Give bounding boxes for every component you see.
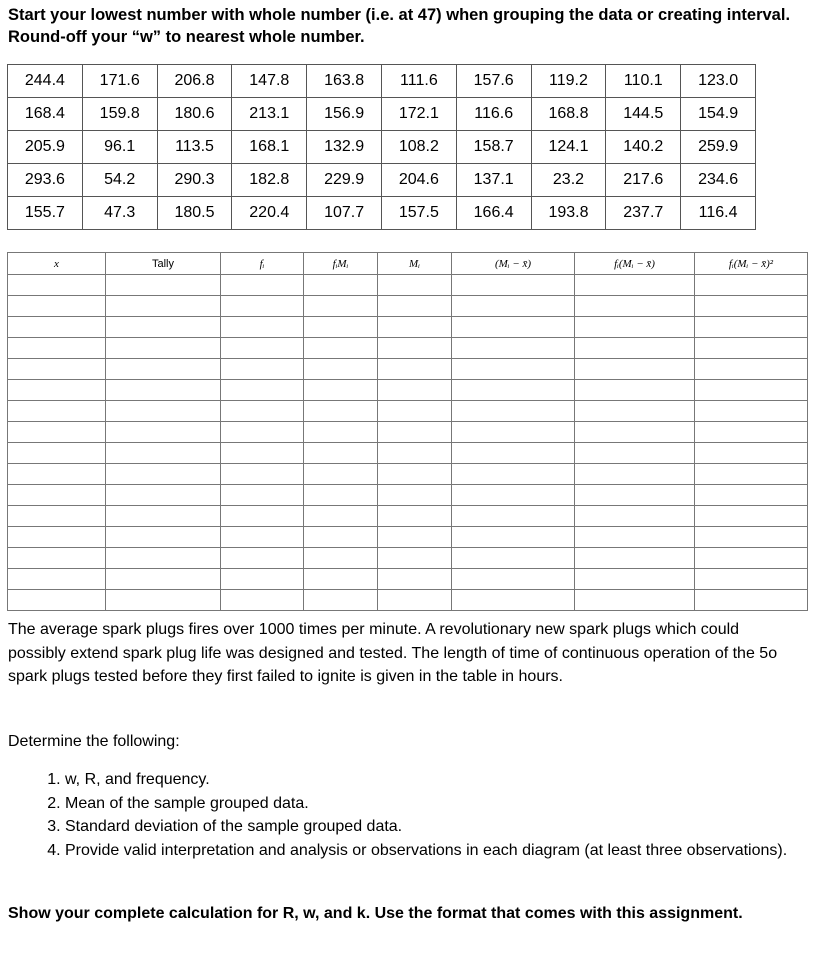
blank-cell[interactable]: [695, 569, 808, 590]
blank-cell[interactable]: [378, 485, 452, 506]
blank-cell[interactable]: [221, 527, 304, 548]
blank-cell[interactable]: [106, 464, 221, 485]
table-row: [8, 359, 808, 380]
data-cell: 168.8: [531, 98, 606, 131]
data-cell: 157.6: [456, 65, 531, 98]
blank-cell[interactable]: [378, 590, 452, 611]
blank-cell[interactable]: [8, 296, 106, 317]
table-row: [8, 317, 808, 338]
data-row: [8, 98, 756, 131]
blank-cell[interactable]: [221, 296, 304, 317]
column-header: x: [8, 253, 106, 275]
blank-cell[interactable]: [452, 275, 575, 296]
blank-cell[interactable]: [575, 401, 695, 422]
data-cell: 259.9: [681, 131, 756, 164]
blank-cell[interactable]: [452, 590, 575, 611]
blank-cell[interactable]: [8, 275, 106, 296]
blank-cell[interactable]: [575, 338, 695, 359]
blank-cell[interactable]: [221, 485, 304, 506]
blank-cell[interactable]: [695, 380, 808, 401]
final-instruction: Show your complete calculation for R, w, and k. Use the format that comes with this assignment.: [8, 905, 743, 922]
blank-cell[interactable]: [378, 317, 452, 338]
blank-cell[interactable]: [106, 485, 221, 506]
data-row: [8, 131, 756, 164]
blank-cell[interactable]: [452, 548, 575, 569]
blank-cell[interactable]: [8, 548, 106, 569]
table-row: [8, 590, 808, 611]
blank-cell[interactable]: [221, 506, 304, 527]
problem-statement: The average spark plugs fires over 1000 times per minute. A revolutionary new spark plugs which could possibly extend spark plug life was designed and tested. The length of time of continuous operation of the 5o spark plugs tested before they first failed to ignite is given in the table in hours.: [8, 621, 778, 685]
blank-cell[interactable]: [378, 464, 452, 485]
blank-cell[interactable]: [106, 296, 221, 317]
data-cell: 111.6: [381, 65, 456, 98]
blank-cell[interactable]: [304, 485, 378, 506]
table-row: [8, 464, 808, 485]
table-row: [8, 275, 808, 296]
blank-cell[interactable]: [695, 590, 808, 611]
blank-cell[interactable]: [304, 527, 378, 548]
table-row: [8, 401, 808, 422]
data-cell: 147.8: [232, 65, 307, 98]
blank-cell[interactable]: [452, 527, 575, 548]
data-cell: 180.5: [157, 197, 232, 230]
blank-cell[interactable]: [106, 380, 221, 401]
blank-cell[interactable]: [304, 359, 378, 380]
blank-cell[interactable]: [304, 317, 378, 338]
blank-cell[interactable]: [8, 359, 106, 380]
blank-cell[interactable]: [452, 317, 575, 338]
data-cell: 113.5: [157, 131, 232, 164]
blank-cell[interactable]: [695, 464, 808, 485]
blank-cell[interactable]: [8, 317, 106, 338]
determine-label: Determine the following:: [8, 733, 180, 750]
table-row: [8, 506, 808, 527]
blank-cell[interactable]: [575, 359, 695, 380]
blank-cell[interactable]: [378, 443, 452, 464]
column-header: (Mᵢ − x̄): [452, 253, 575, 275]
blank-cell[interactable]: [304, 380, 378, 401]
data-cell: 229.9: [307, 164, 382, 197]
data-cell: 108.2: [381, 131, 456, 164]
blank-cell[interactable]: [106, 401, 221, 422]
data-cell: 47.3: [82, 197, 157, 230]
blank-cell[interactable]: [221, 590, 304, 611]
blank-cell[interactable]: [575, 443, 695, 464]
data-cell: 206.8: [157, 65, 232, 98]
blank-cell[interactable]: [304, 338, 378, 359]
blank-cell[interactable]: [575, 317, 695, 338]
blank-cell[interactable]: [304, 506, 378, 527]
data-cell: 293.6: [8, 164, 83, 197]
blank-cell[interactable]: [452, 380, 575, 401]
data-cell: 290.3: [157, 164, 232, 197]
spark-plug-data-table: [7, 64, 756, 230]
blank-cell[interactable]: [695, 296, 808, 317]
data-cell: 172.1: [381, 98, 456, 131]
table-row: [8, 422, 808, 443]
blank-cell[interactable]: [8, 443, 106, 464]
data-cell: 204.6: [381, 164, 456, 197]
blank-cell[interactable]: [8, 422, 106, 443]
column-header: fᵢ(Mᵢ − x̄): [575, 253, 695, 275]
blank-cell[interactable]: [8, 464, 106, 485]
blank-cell[interactable]: [452, 401, 575, 422]
blank-cell[interactable]: [221, 317, 304, 338]
table-row: [8, 527, 808, 548]
blank-cell[interactable]: [575, 485, 695, 506]
blank-cell[interactable]: [695, 548, 808, 569]
blank-cell[interactable]: [378, 527, 452, 548]
data-cell: 124.1: [531, 131, 606, 164]
blank-cell[interactable]: [378, 380, 452, 401]
data-cell: 234.6: [681, 164, 756, 197]
blank-cell[interactable]: [304, 422, 378, 443]
blank-cell[interactable]: [304, 443, 378, 464]
blank-cell[interactable]: [106, 548, 221, 569]
blank-cell[interactable]: [452, 338, 575, 359]
data-cell: 168.1: [232, 131, 307, 164]
blank-cell[interactable]: [695, 422, 808, 443]
blank-cell[interactable]: [304, 464, 378, 485]
blank-cell[interactable]: [221, 275, 304, 296]
data-cell: 110.1: [606, 65, 681, 98]
data-cell: 205.9: [8, 131, 83, 164]
blank-cell[interactable]: [575, 422, 695, 443]
blank-cell[interactable]: [695, 338, 808, 359]
data-cell: 217.6: [606, 164, 681, 197]
column-header: Tally: [106, 253, 221, 275]
data-cell: 119.2: [531, 65, 606, 98]
data-cell: 96.1: [82, 131, 157, 164]
data-cell: 23.2: [531, 164, 606, 197]
blank-cell[interactable]: [221, 569, 304, 590]
blank-cell[interactable]: [378, 401, 452, 422]
data-cell: 237.7: [606, 197, 681, 230]
blank-cell[interactable]: [452, 485, 575, 506]
data-cell: 193.8: [531, 197, 606, 230]
data-cell: 140.2: [606, 131, 681, 164]
data-cell: 116.6: [456, 98, 531, 131]
task-item: 2. Mean of the sample grouped data.: [65, 792, 825, 816]
blank-cell[interactable]: [106, 275, 221, 296]
blank-cell[interactable]: [304, 275, 378, 296]
blank-cell[interactable]: [378, 275, 452, 296]
blank-cell[interactable]: [575, 506, 695, 527]
column-header: Mᵢ: [378, 253, 452, 275]
blank-cell[interactable]: [106, 569, 221, 590]
blank-cell[interactable]: [695, 506, 808, 527]
data-cell: 132.9: [307, 131, 382, 164]
blank-cell[interactable]: [304, 401, 378, 422]
blank-cell[interactable]: [221, 464, 304, 485]
blank-cell[interactable]: [378, 506, 452, 527]
blank-cell[interactable]: [378, 338, 452, 359]
blank-cell[interactable]: [575, 590, 695, 611]
table-row: [8, 569, 808, 590]
data-cell: 123.0: [681, 65, 756, 98]
blank-cell[interactable]: [304, 590, 378, 611]
data-cell: 157.5: [381, 197, 456, 230]
instruction-heading: Start your lowest number with whole number (i.e. at 47) when grouping the data or creating interval. Round-off your “w” to nearest whole number.: [8, 6, 791, 46]
blank-cell[interactable]: [695, 359, 808, 380]
blank-cell[interactable]: [8, 590, 106, 611]
blank-cell[interactable]: [8, 401, 106, 422]
task-item: 1. w, R, and frequency.: [65, 768, 825, 792]
blank-cell[interactable]: [221, 380, 304, 401]
blank-cell[interactable]: [106, 422, 221, 443]
data-cell: 220.4: [232, 197, 307, 230]
table-row: [8, 548, 808, 569]
blank-cell[interactable]: [452, 464, 575, 485]
blank-cell[interactable]: [695, 275, 808, 296]
blank-cell[interactable]: [221, 548, 304, 569]
blank-cell[interactable]: [304, 569, 378, 590]
blank-cell[interactable]: [575, 548, 695, 569]
blank-cell[interactable]: [575, 464, 695, 485]
data-cell: 154.9: [681, 98, 756, 131]
column-header: fᵢ: [221, 253, 304, 275]
blank-cell[interactable]: [221, 401, 304, 422]
blank-cell[interactable]: [575, 569, 695, 590]
table-row: [8, 380, 808, 401]
blank-cell[interactable]: [378, 296, 452, 317]
blank-cell[interactable]: [221, 422, 304, 443]
blank-cell[interactable]: [106, 590, 221, 611]
data-cell: 156.9: [307, 98, 382, 131]
data-cell: 166.4: [456, 197, 531, 230]
blank-cell[interactable]: [452, 296, 575, 317]
table-row: [8, 338, 808, 359]
data-cell: 155.7: [8, 197, 83, 230]
data-cell: 158.7: [456, 131, 531, 164]
data-cell: 107.7: [307, 197, 382, 230]
blank-cell[interactable]: [221, 338, 304, 359]
blank-cell[interactable]: [695, 485, 808, 506]
data-cell: 144.5: [606, 98, 681, 131]
blank-cell[interactable]: [378, 422, 452, 443]
data-cell: 116.4: [681, 197, 756, 230]
blank-cell[interactable]: [378, 548, 452, 569]
blank-cell[interactable]: [221, 359, 304, 380]
column-header: fᵢMᵢ: [304, 253, 378, 275]
table-row: [8, 443, 808, 464]
blank-cell[interactable]: [304, 548, 378, 569]
table-row: [8, 485, 808, 506]
blank-cell[interactable]: [378, 359, 452, 380]
blank-cell[interactable]: [8, 527, 106, 548]
blank-cell[interactable]: [695, 443, 808, 464]
blank-cell[interactable]: [452, 569, 575, 590]
blank-cell[interactable]: [8, 506, 106, 527]
task-item: 4. Provide valid interpretation and analysis or observations in each diagram (at least three observations).: [65, 839, 825, 863]
blank-cell[interactable]: [8, 569, 106, 590]
blank-cell[interactable]: [8, 338, 106, 359]
blank-cell[interactable]: [106, 338, 221, 359]
data-cell: 171.6: [82, 65, 157, 98]
blank-cell[interactable]: [106, 527, 221, 548]
data-cell: 163.8: [307, 65, 382, 98]
blank-cell[interactable]: [106, 506, 221, 527]
blank-cell[interactable]: [106, 443, 221, 464]
data-row: [8, 164, 756, 197]
data-cell: 244.4: [8, 65, 83, 98]
blank-cell[interactable]: [378, 569, 452, 590]
blank-cell[interactable]: [452, 422, 575, 443]
data-row: [8, 65, 756, 98]
blank-cell[interactable]: [221, 443, 304, 464]
data-cell: 180.6: [157, 98, 232, 131]
blank-cell[interactable]: [8, 380, 106, 401]
blank-cell[interactable]: [695, 317, 808, 338]
blank-cell[interactable]: [8, 485, 106, 506]
blank-cell[interactable]: [575, 275, 695, 296]
blank-cell[interactable]: [575, 380, 695, 401]
column-header: fᵢ(Mᵢ − x̄)²: [695, 253, 808, 275]
blank-cell[interactable]: [106, 359, 221, 380]
data-cell: 159.8: [82, 98, 157, 131]
data-cell: 137.1: [456, 164, 531, 197]
frequency-distribution-table: [7, 252, 808, 611]
blank-cell[interactable]: [695, 527, 808, 548]
blank-cell[interactable]: [106, 317, 221, 338]
blank-cell[interactable]: [452, 359, 575, 380]
blank-cell[interactable]: [452, 443, 575, 464]
table-row: [8, 296, 808, 317]
task-item: 3. Standard deviation of the sample grouped data.: [65, 815, 825, 839]
data-cell: 213.1: [232, 98, 307, 131]
blank-cell[interactable]: [452, 506, 575, 527]
data-cell: 168.4: [8, 98, 83, 131]
blank-cell[interactable]: [575, 527, 695, 548]
blank-cell[interactable]: [695, 401, 808, 422]
blank-cell[interactable]: [304, 296, 378, 317]
data-cell: 182.8: [232, 164, 307, 197]
task-list: [0, 768, 825, 862]
blank-cell[interactable]: [575, 296, 695, 317]
data-row: [8, 197, 756, 230]
data-cell: 54.2: [82, 164, 157, 197]
